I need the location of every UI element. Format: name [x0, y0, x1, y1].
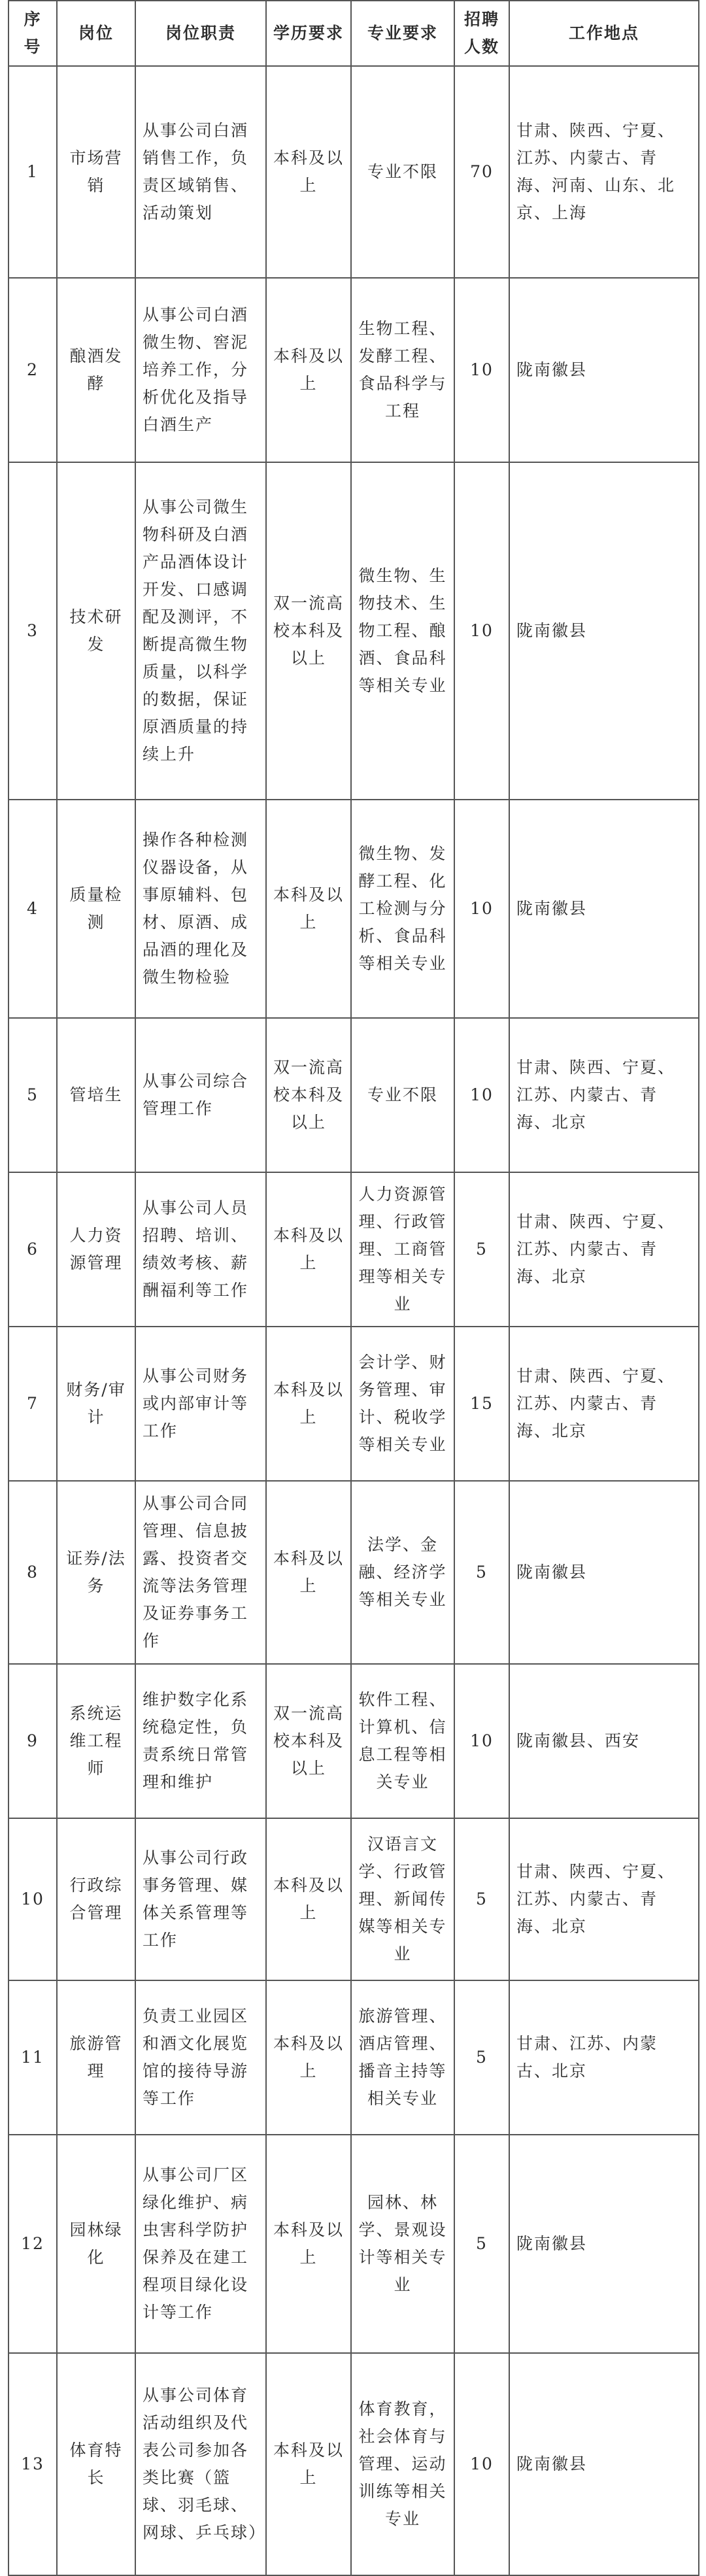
cell-education: 本科及以上: [266, 2353, 351, 2575]
cell-count: 10: [454, 2353, 509, 2575]
cell-major: 汉语言文学、行政管理、新闻传媒等相关专业: [351, 1818, 454, 1980]
cell-no: 7: [8, 1327, 57, 1481]
table-row: [8, 1980, 699, 2135]
cell-count: 10: [454, 462, 509, 800]
cell-major: 微生物、生物技术、生物工程、酿酒、食品科等相关专业: [351, 462, 454, 800]
header-count: 招聘人数: [454, 1, 509, 66]
header-major: 专业要求: [351, 1, 454, 66]
cell-no: 11: [8, 1980, 57, 2135]
cell-major: 人力资源管理、行政管理、工商管理等相关专业: [351, 1172, 454, 1327]
cell-major: 专业不限: [351, 1018, 454, 1172]
table-row: [8, 1172, 699, 1327]
cell-location: 陇南徽县: [509, 278, 699, 462]
cell-no: 2: [8, 278, 57, 462]
table-row: [8, 462, 699, 800]
cell-location: 甘肃、陕西、宁夏、江苏、内蒙古、青海、北京: [509, 1018, 699, 1172]
cell-education: 本科及以上: [266, 1327, 351, 1481]
recruitment-table-sheet: [8, 0, 698, 2541]
cell-duty: 从事公司厂区绿化维护、病虫害科学防护保养及在建工程项目绿化设计等工作: [135, 2135, 266, 2353]
cell-position: 财务/审计: [57, 1327, 135, 1481]
cell-major: 生物工程、发酵工程、食品科学与工程: [351, 278, 454, 462]
cell-no: 1: [8, 66, 57, 278]
table-row: [8, 2353, 699, 2575]
cell-major: 旅游管理、酒店管理、播音主持等相关专业: [351, 1980, 454, 2135]
recruitment-table: [8, 0, 699, 2576]
cell-duty: 从事公司合同管理、信息披露、投资者交流等法务管理及证券事务工作: [135, 1481, 266, 1664]
cell-position: 行政综合管理: [57, 1818, 135, 1980]
cell-location: 陇南徽县: [509, 2353, 699, 2575]
cell-position: 管培生: [57, 1018, 135, 1172]
cell-major: 微生物、发酵工程、化工检测与分析、食品科等相关专业: [351, 800, 454, 1018]
table-row: [8, 1327, 699, 1481]
cell-location: 甘肃、陕西、宁夏、江苏、内蒙古、青海、北京: [509, 1818, 699, 1980]
cell-no: 12: [8, 2135, 57, 2353]
cell-count: 10: [454, 1664, 509, 1818]
header-location: 工作地点: [509, 1, 699, 66]
cell-education: 本科及以上: [266, 1980, 351, 2135]
cell-no: 9: [8, 1664, 57, 1818]
cell-education: 本科及以上: [266, 66, 351, 278]
cell-location: 甘肃、陕西、宁夏、江苏、内蒙古、青海、北京: [509, 1172, 699, 1327]
cell-position: 质量检测: [57, 800, 135, 1018]
cell-major: 会计学、财务管理、审计、税收学等相关专业: [351, 1327, 454, 1481]
cell-no: 8: [8, 1481, 57, 1664]
cell-no: 6: [8, 1172, 57, 1327]
cell-duty: 从事公司行政事务管理、媒体关系管理等工作: [135, 1818, 266, 1980]
header-no: 序号: [8, 1, 57, 66]
cell-location: 陇南徽县: [509, 462, 699, 800]
cell-duty: 从事公司微生物科研及白酒产品酒体设计开发、口感调配及测评，不断提高微生物质量，以科学的数据，保证原酒质量的持续上升: [135, 462, 266, 800]
cell-no: 4: [8, 800, 57, 1018]
cell-education: 双一流高校本科及以上: [266, 462, 351, 800]
cell-location: 甘肃、陕西、宁夏、江苏、内蒙古、青海、北京: [509, 1327, 699, 1481]
cell-major: 专业不限: [351, 66, 454, 278]
cell-position: 市场营销: [57, 66, 135, 278]
cell-location: 陇南徽县: [509, 2135, 699, 2353]
cell-count: 5: [454, 1818, 509, 1980]
cell-count: 70: [454, 66, 509, 278]
cell-position: 旅游管理: [57, 1980, 135, 2135]
cell-duty: 从事公司体育活动组织及代表公司参加各类比赛（篮球、羽毛球、网球、乒乓球）: [135, 2353, 266, 2575]
cell-education: 本科及以上: [266, 1172, 351, 1327]
cell-no: 5: [8, 1018, 57, 1172]
header-education: 学历要求: [266, 1, 351, 66]
cell-education: 本科及以上: [266, 278, 351, 462]
cell-count: 10: [454, 1018, 509, 1172]
cell-count: 5: [454, 1481, 509, 1664]
cell-major: 体育教育，社会体育与管理、运动训练等相关专业: [351, 2353, 454, 2575]
cell-education: 本科及以上: [266, 1818, 351, 1980]
header-duty: 岗位职责: [135, 1, 266, 66]
cell-position: 证券/法务: [57, 1481, 135, 1664]
cell-location: 陇南徽县、西安: [509, 1664, 699, 1818]
cell-location: 陇南徽县: [509, 1481, 699, 1664]
table-row: [8, 278, 699, 462]
table-row: [8, 66, 699, 278]
cell-location: 陇南徽县: [509, 800, 699, 1018]
cell-duty: 从事公司综合管理工作: [135, 1018, 266, 1172]
table-row: [8, 1481, 699, 1664]
header-row: [8, 1, 699, 66]
cell-no: 10: [8, 1818, 57, 1980]
cell-position: 系统运维工程师: [57, 1664, 135, 1818]
cell-position: 园林绿化: [57, 2135, 135, 2353]
cell-position: 酿酒发酵: [57, 278, 135, 462]
cell-education: 双一流高校本科及以上: [266, 1664, 351, 1818]
cell-education: 本科及以上: [266, 2135, 351, 2353]
cell-education: 本科及以上: [266, 800, 351, 1018]
cell-education: 双一流高校本科及以上: [266, 1018, 351, 1172]
table-row: [8, 1018, 699, 1172]
cell-duty: 从事公司白酒微生物、窖泥培养工作，分析优化及指导白酒生产: [135, 278, 266, 462]
cell-no: 13: [8, 2353, 57, 2575]
cell-duty: 操作各种检测仪器设备，从事原辅料、包材、原酒、成品酒的理化及微生物检验: [135, 800, 266, 1018]
cell-duty: 从事公司财务或内部审计等工作: [135, 1327, 266, 1481]
cell-count: 10: [454, 278, 509, 462]
cell-education: 本科及以上: [266, 1481, 351, 1664]
table-row: [8, 1664, 699, 1818]
cell-location: 甘肃、陕西、宁夏、江苏、内蒙古、青海、河南、山东、北京、上海: [509, 66, 699, 278]
cell-count: 15: [454, 1327, 509, 1481]
cell-position: 技术研发: [57, 462, 135, 800]
cell-count: 5: [454, 1980, 509, 2135]
table-row: [8, 1818, 699, 1980]
cell-position: 人力资源管理: [57, 1172, 135, 1327]
cell-duty: 从事公司白酒销售工作，负责区域销售、活动策划: [135, 66, 266, 278]
cell-count: 5: [454, 2135, 509, 2353]
cell-major: 法学、金融、经济学等相关专业: [351, 1481, 454, 1664]
cell-count: 5: [454, 1172, 509, 1327]
cell-location: 甘肃、江苏、内蒙古、北京: [509, 1980, 699, 2135]
cell-position: 体育特长: [57, 2353, 135, 2575]
cell-major: 软件工程、计算机、信息工程等相关专业: [351, 1664, 454, 1818]
cell-duty: 从事公司人员招聘、培训、绩效考核、薪酬福利等工作: [135, 1172, 266, 1327]
cell-count: 10: [454, 800, 509, 1018]
table-row: [8, 2135, 699, 2353]
cell-no: 3: [8, 462, 57, 800]
cell-major: 园林、林学、景观设计等相关专业: [351, 2135, 454, 2353]
header-position: 岗位: [57, 1, 135, 66]
cell-duty: 负责工业园区和酒文化展览馆的接待导游等工作: [135, 1980, 266, 2135]
table-row: [8, 800, 699, 1018]
cell-duty: 维护数字化系统稳定性，负责系统日常管理和维护: [135, 1664, 266, 1818]
